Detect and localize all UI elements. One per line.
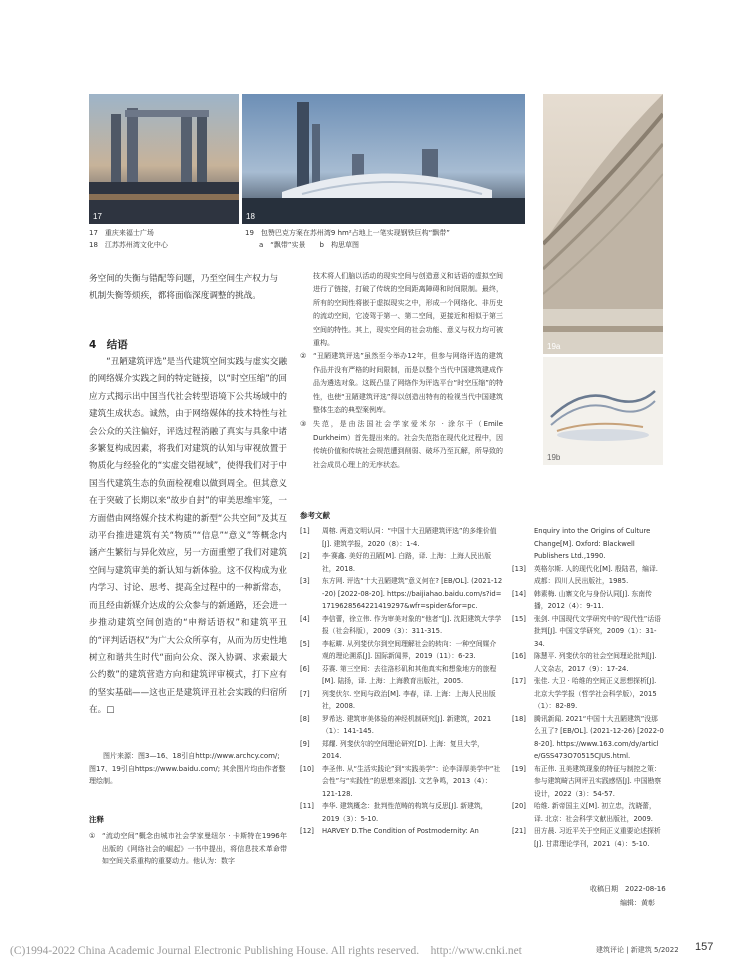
reference-item [300, 825, 503, 838]
section-title: 4 结语 [89, 339, 128, 351]
reference-item [300, 550, 503, 575]
reference-item [512, 763, 664, 801]
page-number: 157 [695, 941, 714, 953]
ref-mark: [17] [512, 677, 526, 685]
ref-text: 李·赛鑫. 美好的丑陋[M]. 白路，译. 上海：上海人民出版社，2018. [322, 552, 492, 573]
photo-number: 18 [246, 212, 255, 221]
image-source [89, 750, 287, 788]
top-left-paragraph [89, 271, 287, 306]
suzhou-bay-image [242, 94, 525, 224]
ribbon-sketch-image [543, 357, 663, 465]
ref-text: 芬赛. 第三空间：去往洛杉矶和其他真实和想象地方的旅程[M]. 陆扬，译. 上海：上海教育出版社，2005. [322, 664, 497, 685]
caption-17: 17 重庆来福士广场 [89, 229, 154, 237]
notes-title: 注释 [89, 815, 104, 824]
ref-text: 陈慧平. 列斐伏尔的社会空间理论批判[J]. 人文杂志，2017（9）：17-24. [534, 652, 657, 673]
note-continuation: 技术将人们脑以活动的现实空间与创造意义和话语的虚拟空间进行了链接，打破了传统的空间距离障碍和时间限制。最终，所有的空间性将嵌于虚拟现实之中，形成一个网络化、非历史的流动空间，它凌驾于第一、第二空间，更接近和相似于第三空间的特性。其上，现实空间的社会功能、意义与权力均可被重构。 [313, 272, 503, 348]
ref-mark: [11] [300, 802, 314, 810]
ref-mark: [13] [512, 564, 526, 573]
reference-item [300, 638, 503, 663]
journal-footer: 建筑评论 | 新建筑 5/2022 [596, 946, 679, 954]
ref-mark: [7] [300, 689, 310, 698]
ref-mark: [19] [512, 764, 526, 773]
ref-mark: [20] [512, 802, 526, 810]
reference-item [300, 713, 503, 738]
ref-text: 田方晨. 习近平关于空间正义重要论述探析[J]. 甘肃理论学刊，2021（4）：5-10. [534, 827, 661, 848]
ref-mark: [8] [300, 714, 310, 723]
references-title: 参考文献 [300, 511, 330, 520]
reference-item [512, 563, 664, 588]
ref-text: 周榕. 两造文明认同：“中国十大丑陋建筑评选”的多维价值 [J]. 建筑学报，2020（8）：1-4. [322, 527, 497, 548]
ref-mark: [1] [300, 527, 310, 535]
ref-mark: [12] [300, 827, 314, 835]
note-item [300, 418, 503, 472]
photo-number: 17 [93, 212, 102, 221]
copyright-footer: (C)1994-2022 China Academic Journal Electronic Publishing House. All rights reserved. http://www.cnki.net [10, 945, 522, 957]
raffles-city-image [89, 94, 239, 224]
reference-item [512, 675, 664, 713]
reference-item [512, 800, 664, 825]
references-left [300, 525, 503, 838]
reference-item [300, 738, 503, 763]
ref-text: 布正伟. 丑美建筑现象的特征与制控之策：参与建筑畸古网评丑实践感悟[J]. 中国勘察设计，2022（3）：54-57. [534, 764, 662, 798]
note-mark: ① [89, 832, 96, 840]
reference-continuation: Enquiry into the Origins of Culture Change[M]. Oxford: Blackwell Publishers Ltd.,1990. [534, 527, 651, 560]
note-item [89, 830, 287, 868]
photo-suzhou-bay [242, 94, 525, 224]
caption-19-sub: a “飘带”实景 b 构思草图 [259, 241, 359, 249]
ref-text: 李耘畊. 从列斐伏尔到空间理解社会的转向：一种空间媒介观的理论溯系[J]. 国际新闻界，2019（11）：6-23. [322, 639, 497, 660]
ref-text: 罗希达. 建筑审美体验的神经机制研究[J]. 新建筑，2021（1）：141-145. [322, 714, 492, 735]
ref-mark: [3] [300, 577, 310, 585]
ref-mark: [9] [300, 739, 310, 748]
editor-credit: 编辑：黄彰 [620, 899, 655, 907]
received-date: 收稿日期 2022-08-16 [590, 885, 666, 893]
reference-item [512, 650, 664, 675]
reference-item [512, 588, 664, 613]
ref-mark: [16] [512, 652, 526, 660]
photo-raffles-city [89, 94, 239, 224]
ref-mark: [6] [300, 664, 310, 673]
conclusion-text: “丑陋建筑评选”是当代建筑空间实践与虚实交融的网络媒介实践之间的特定链接，以“时空压缩”的回应方式揭示出中国当代社会转型语境下公共场域中的建筑生成状态。诚然，由于网络媒体的技术特性与社会公众的关注偏好，评选过程消融了真实与具象中诸多繁复构成因素，将我们对建筑的认知与审视放置于物质化与经验化的“实虚交错视域”，使得我们对于中国当代建筑生态的负面检视难以做到周全。但其意义在于突破了长期以来“故步自封”的审美思维牢笼，一方面借由网络媒介技术构建的新型“公共空间”及其互动平台推进建筑有关“物质”“信息”“意义”等概念内涵产生繁衍与异化效应，另一方面重塑了我们对建筑空间与建筑审美的新认知与新体验。这不仅构成为业内学习、讨论、思考、提高全过程中的一种新常态，而且经由新媒介达成的公众参与的新通路，还会进一步推动建筑空间创造的“申辩话语权”和建筑平丑的“评判话语权”为广大公众所享有，从而为历史性地树立和谐共生时代“面向公众、深入协调、求索最大公约数”的建筑营造方向和建筑评审模式，打下应有的坚实基础——这也正是建筑评丑社会实践的归宿所在。□ [89, 357, 287, 716]
ref-text: 韩素梅. 山寨文化与身份认同[J]. 东南传播，2012（4）：9-11. [534, 589, 652, 610]
ribbon-real-image [543, 94, 663, 354]
ref-text: 张佳. 大卫 · 哈维的空间正义思想探析[J]. 北京大学学报（哲学社会科学版），2015（1）：82-89. [534, 677, 657, 710]
reference-item [300, 688, 503, 713]
references-right [512, 525, 664, 850]
notes-left [89, 830, 287, 869]
reference-item [512, 713, 664, 763]
note-text: “流动空间”概念由城市社会学家曼纽尔 · 卡斯特在1996年出版的《网络社会的崛起》一书中提出，将信息技术革命带如空间关系重构的重要动力。他认为：数字 [102, 832, 287, 866]
photo-number: 19b [547, 453, 561, 462]
reference-item [300, 525, 503, 550]
reference-item [300, 663, 503, 688]
ref-mark: [18] [512, 714, 526, 723]
note-text: “丑陋建筑评选”虽然至今举办12年，但参与网络评选的建筑作品并没有严格的时间限制，而是以整个当代中国建筑建成作品为遴选对象。这既凸显了网络作为评选平台“时空压缩”的特性，也使“丑陋建筑评选”得以创造出特有的检视当代中国建筑整体生态的典型案例库。 [313, 352, 503, 415]
ref-mark: [10] [300, 764, 314, 773]
note-text: 失范，是由法国社会学家爱米尔 · 涂尔干（Emile Durkheim）首先提出来的。社会失范指在现代化过程中，因传统价值和传统社会规范遭到削弱、破坏乃至瓦解，所导致的社会成员心理上的无序状态。 [313, 420, 503, 469]
reference-item [300, 763, 503, 801]
ref-text: 哈维. 新帝国主义[M]. 初立忠，沈晓蕾，译. 北京：社会科学文献出版社，2009. [534, 802, 656, 823]
image-source-text: 图片来源：图3—16、18引自http://www.archcy.com/; 图17、19引自https://www.baidu.com/; 其余图片均由作者整理绘制。 [89, 752, 286, 786]
ref-text: 列斐伏尔. 空间与政治[M]. 李春，译. 上海：上海人民出版社，2008. [322, 689, 496, 710]
ref-text: 李华. 建筑概念：批判性范畴的构筑与反思[J]. 新建筑，2019（3）：5-10. [322, 802, 488, 823]
ref-text: 腾讯新闻. 2021“中国十大丑陋建筑”没那么丑了? [EB/OL]. (2021-12-26) [2022-08-20]. https://www.163.com/dy/article/GSS473O70515CJUS.html. [534, 714, 664, 760]
ref-mark: [14] [512, 589, 526, 598]
notes-middle [300, 270, 503, 473]
note-mark: ② [300, 352, 307, 361]
ref-mark: [2] [300, 552, 310, 560]
reference-item [300, 613, 503, 638]
photo-number: 19a [547, 342, 561, 351]
reference-item [512, 613, 664, 651]
ref-text: 东方网. 评选“十大丑陋建筑”意义何在? [EB/OL]. (2021-12-20) [2022-08-20]. https://baijiahao.baidu.com/s?id=1719628564221419297&wfr=spider&for=pc. [322, 577, 503, 610]
text-line: 机制失衡等烦疾，都将面临深度调整的挑战。 [89, 291, 261, 302]
note-mark: ③ [300, 420, 307, 429]
ref-text: 郑耀. 列斐伏尔的空间理论研究[D]. 上海：复旦大学，2014. [322, 739, 484, 760]
conclusion-paragraph [89, 354, 287, 720]
ref-text: 李圣伟. 从“生活实践论”到“实践美学”：论李泽厚美学中“社会性”与“实践性”的思想来源[J]. 文艺争鸣，2013（4）：121-128. [322, 764, 501, 798]
ref-mark: [5] [300, 639, 310, 648]
ref-text: 英格尔斯. 人的现代化[M]. 殷陆君，编译. 成都：四川人民出版社，1985. [534, 564, 658, 585]
ref-mark: [21] [512, 827, 526, 835]
ref-text: 李信蕾，徐立伟. 作为审美对象的“他者”[J]. 沈阳建筑大学学报（社会科版），2009（3）：311-315. [322, 614, 502, 635]
caption-19: 19 包赞巴克方案在苏州湾9 hm²占地上一笔实现钢铁巨构“飘带” [245, 229, 450, 237]
ref-mark: [4] [300, 614, 310, 623]
reference-item [300, 800, 503, 825]
note-item [300, 350, 503, 417]
ref-text: 张剑. 中国现代文学研究中的“现代性”话语批判[J]. 中国文学研究，2009（1）：31-34. [534, 614, 661, 648]
caption-18: 18 江苏苏州湾文化中心 [89, 241, 168, 249]
ref-text: HARVEY D.The Condition of Postmodernity: An [322, 827, 479, 835]
photo-ribbon-sketch [543, 357, 663, 465]
reference-item [300, 575, 503, 613]
ref-mark: [15] [512, 614, 526, 623]
reference-item [512, 825, 664, 850]
text-line: 务空间的失衡与错配等问题，乃至空间生产权力与 [89, 274, 279, 284]
photo-ribbon-real [543, 94, 663, 354]
